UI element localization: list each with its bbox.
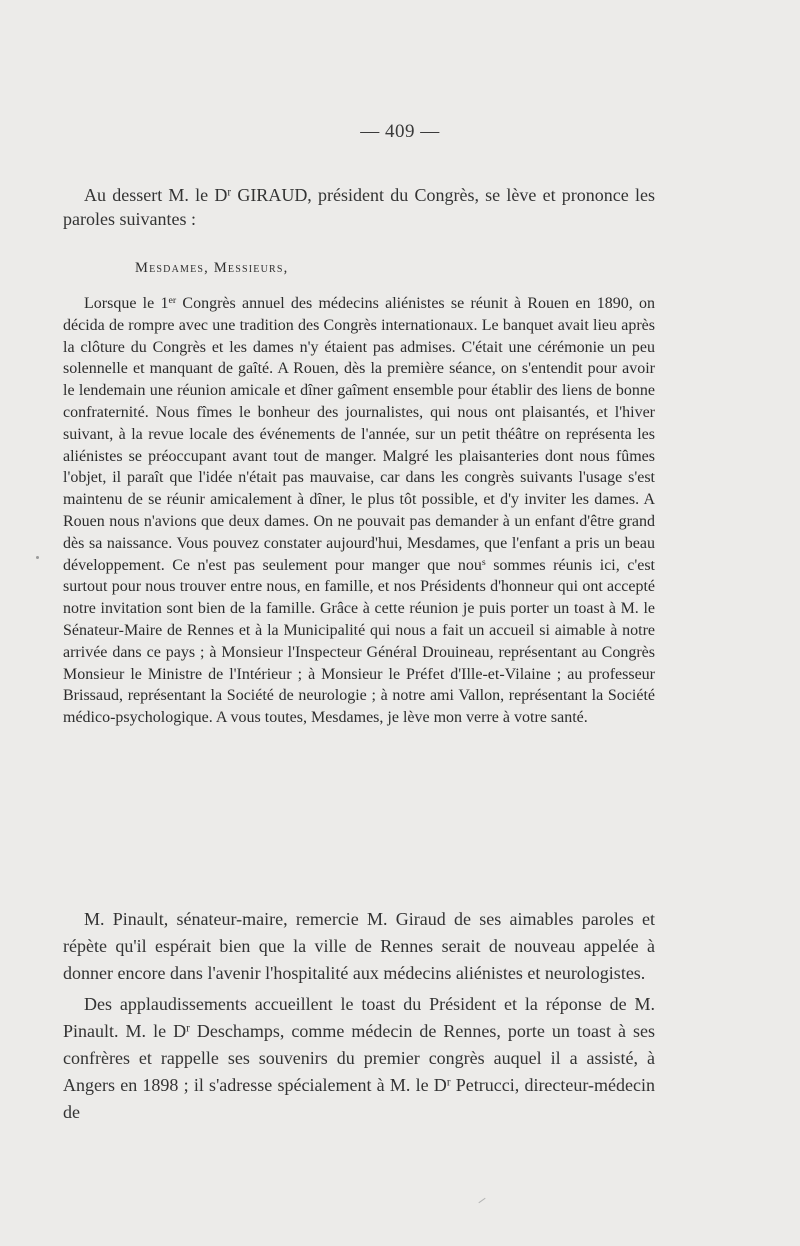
speech-text-part-a: Lorsque le 1 [84,295,169,312]
intro-text-part-b: GIRAUD, président du Congrès, se lève et prononce les paroles suivantes : [63,185,655,229]
speech-text-part-b: Congrès annuel des médecins aliénistes se réunit à Rouen en 1890, on décida de rompre avec une tradition des Congrès internationaux. Le banquet avait lieu après la clôture du Congrès et les dames n'y étaient pas admises. C'était une cérémonie un peu solennelle et manquant de gaîté. A Rouen, dès la première séance, on s'entendit pour avoir le lendemain une réunion amicale et dîner gaîment ensemble pour établir des liens de bonne confraternité. Nous fîmes le bonheur des journalistes, qui nous ont plaisantés, et l'hiver suivant, à la revue locale des événements de l'année, sur un petit théâtre on représenta les aliénistes se préoccupant avant tout de manger. Malgré les plaisanteries dont nous fûmes l'objet, il paraît que l'idée n'était pas mauvaise, car dans les congrès suivants l'usage s'est maintenu de se réunir amicalement à dîner, le plus tôt possible, et d'y inviter les dames. A Rouen nous n'avions que deux dames. On ne pouvait pas demander à un enfant d'être grand dès sa naissance. Vous pouvez constater aujourd'hui, Mesdames, que l'enfant a pris un beau développement. Ce n'est pas seulement pour manger que nou [63,295,655,574]
speech-paragraph [63,293,655,729]
speech-superscript-2: s [481,556,486,568]
speech-text-part-c: sommes réunis ici, c'est surtout pour nous trouver entre nous, en famille, et nos Présidents d'honneur qui ont accepté notre invitation sont bien de la famille. Grâce à cette réunion je puis porter un toast à M. le Sénateur-Maire de Rennes et à la Municipalité qui nous a fait un accueil si aimable à notre arrivée dans ce pays ; à Monsieur l'Inspecteur Général Drouineau, représentant au Congrès Monsieur le Ministre de l'Intérieur ; à Monsieur le Préfet d'Ille-et-Vilaine ; au professeur Brissaud, représentant la Société de neurologie ; à notre ami Vallon, représentant la Société médico-psychologique. A vous toutes, Mesdames, je lève mon verre à votre santé. [63,556,656,727]
intro-paragraph [63,183,655,231]
speech-superscript-1: er [168,295,177,307]
closing-p2-superscript-2: r [446,1076,451,1089]
salutation-heading: Mesdames, Messieurs, [135,260,289,276]
speech-text [63,293,655,729]
closing-p2-part-c: Petrucci, directeur-médecin de [63,1074,655,1122]
margin-speck [36,556,39,559]
paper-speck [478,1198,485,1203]
intro-text-part-a: Au dessert M. le D [84,185,228,205]
closing-p2-part-b: Deschamps, comme médecin de Rennes, porte un toast à ses confrères et rappelle ses souvenirs du premier congrès auquel il a assisté, à Angers en 1898 ; il s'adresse spécialement à M. le D [63,1021,655,1095]
closing-p2-superscript-1: r [186,1022,190,1035]
intro-superscript: r [227,186,232,199]
page-number: — 409 — [360,121,440,142]
closing-p2-part-a: Des applaudissements accueillent le toast du Président et la réponse de M. Pinault. M. le D [63,994,655,1042]
closing-section [63,906,655,1130]
closing-paragraph-1: M. Pinault, sénateur-maire, remercie M. Giraud de ses aimables paroles et répète qu'il espérait bien que la ville de Rennes serait de nouveau appelée à donner encore dans l'avenir l'hospitalité aux médecins aliénistes et neurologistes. [63,909,655,983]
intro-text [63,183,655,231]
closing-paragraph-2 [63,991,655,1125]
